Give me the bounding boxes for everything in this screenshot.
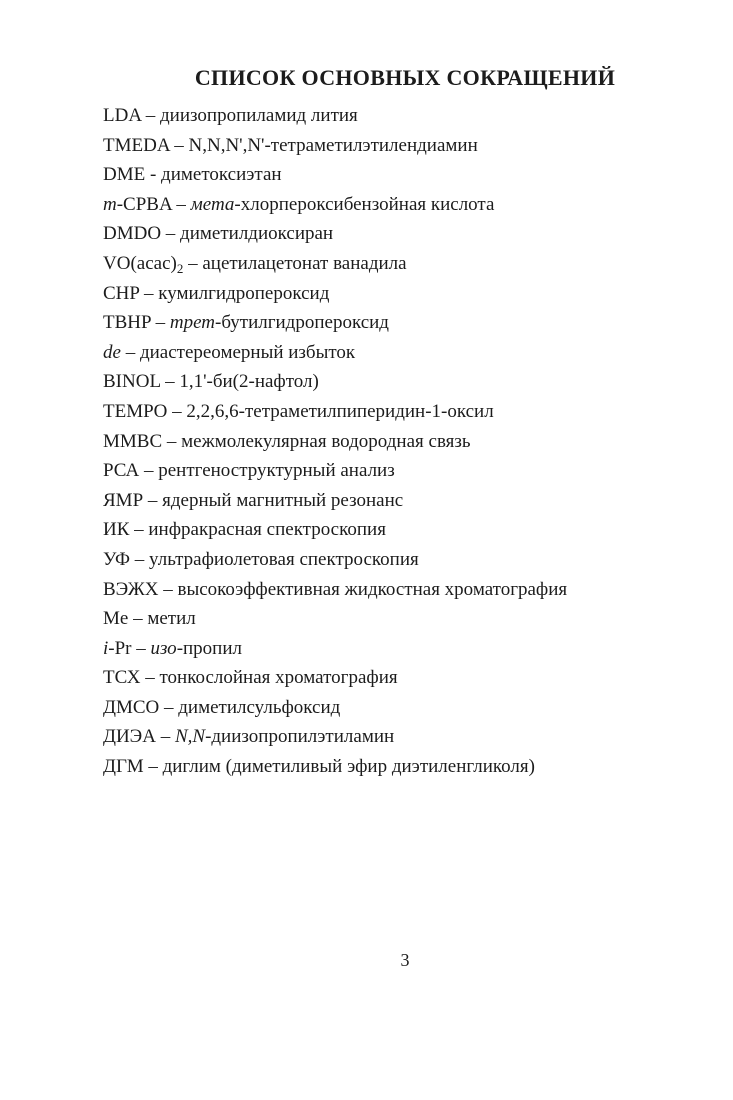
italic-text-run: изо [150,637,177,659]
abbreviation-item [103,249,707,279]
abbreviation-item [103,693,707,723]
text-run: ТСХ – тонкослойная хроматография [103,667,398,689]
abbreviation-item [103,722,707,752]
text-run: DME - диметоксиэтан [103,164,282,186]
text-run: TMEDA – N,N,N',N'-тетраметилэтилендиамин [103,134,478,156]
page-title: СПИСОК ОСНОВНЫХ СОКРАЩЕНИЙ [194,65,616,90]
text-run: CHP – кумилгидропероксид [103,282,330,304]
text-run: – ацетилацетонат ванадила [183,252,407,274]
text-run: VO(acac) [103,252,177,274]
text-run: УФ – ультрафиолетовая спектроскопия [103,548,419,570]
text-run: ВЭЖХ – высокоэффективная жидкостная хроматография [103,578,568,600]
page-number: 3 [400,950,410,970]
italic-text-run: N,N [174,726,206,748]
abbreviation-item [103,752,707,782]
text-run: TBHP – [103,312,170,334]
abbreviation-item [103,219,707,249]
text-run: Me – метил [103,608,196,630]
text-run: BINOL – 1,1'-би(2-нафтол) [103,371,319,393]
abbreviation-item [103,160,707,190]
abbreviation-item [103,456,707,486]
abbreviation-item [103,545,707,575]
text-run: DMDO – диметилдиоксиран [103,223,334,245]
abbreviation-item [103,190,707,220]
text-run: ДМСО – диметилсульфоксид [103,696,341,718]
abbreviation-item [103,338,707,368]
text-run: -пропил [176,637,242,659]
text-run: ИК – инфракрасная спектроскопия [103,519,386,541]
abbreviation-item [103,279,707,309]
text-run: РСА – рентгеноструктурный анализ [103,460,395,482]
text-run: ЯМР – ядерный магнитный резонанс [103,489,404,511]
abbreviation-item [103,515,707,545]
text-run: LDA – диизопропиламид лития [103,105,358,126]
subscript-text-run: 2 [176,260,184,276]
text-run: -CPBA – [116,193,191,215]
text-run: TEMPO – 2,2,6,6-тетраметилпиперидин-1-оксил [103,400,494,422]
text-run: -Pr – [108,637,151,659]
text-run: -диизопропилэтиламин [205,726,395,748]
italic-text-run: i [103,637,109,659]
text-run: – диастереомерный избыток [120,341,356,363]
text-run: -хлорпероксибензойная кислота [234,193,495,215]
italic-text-run: мета [190,193,235,215]
text-run: -бутилгидропероксид [215,312,389,334]
abbreviation-item [103,575,707,605]
text-run: ММВС – межмолекулярная водородная связь [103,430,471,452]
abbreviation-item [103,367,707,397]
italic-text-run: de [103,341,121,363]
abbreviation-item [103,131,707,161]
italic-text-run: трет [169,312,215,334]
abbreviation-item [103,308,707,338]
abbreviation-item [103,663,707,693]
text-run: ДГМ – диглим (диметиливый эфир диэтиленгликоля) [103,756,535,778]
abbreviation-item [103,634,707,664]
abbreviation-item [103,427,707,457]
text-run: ДИЭА – [103,726,175,748]
italic-text-run: m [103,193,117,215]
abbreviation-item [103,604,707,634]
abbreviation-item [103,397,707,427]
abbreviation-item [103,486,707,516]
abbreviation-item [103,101,707,131]
abbreviation-list [103,101,707,782]
